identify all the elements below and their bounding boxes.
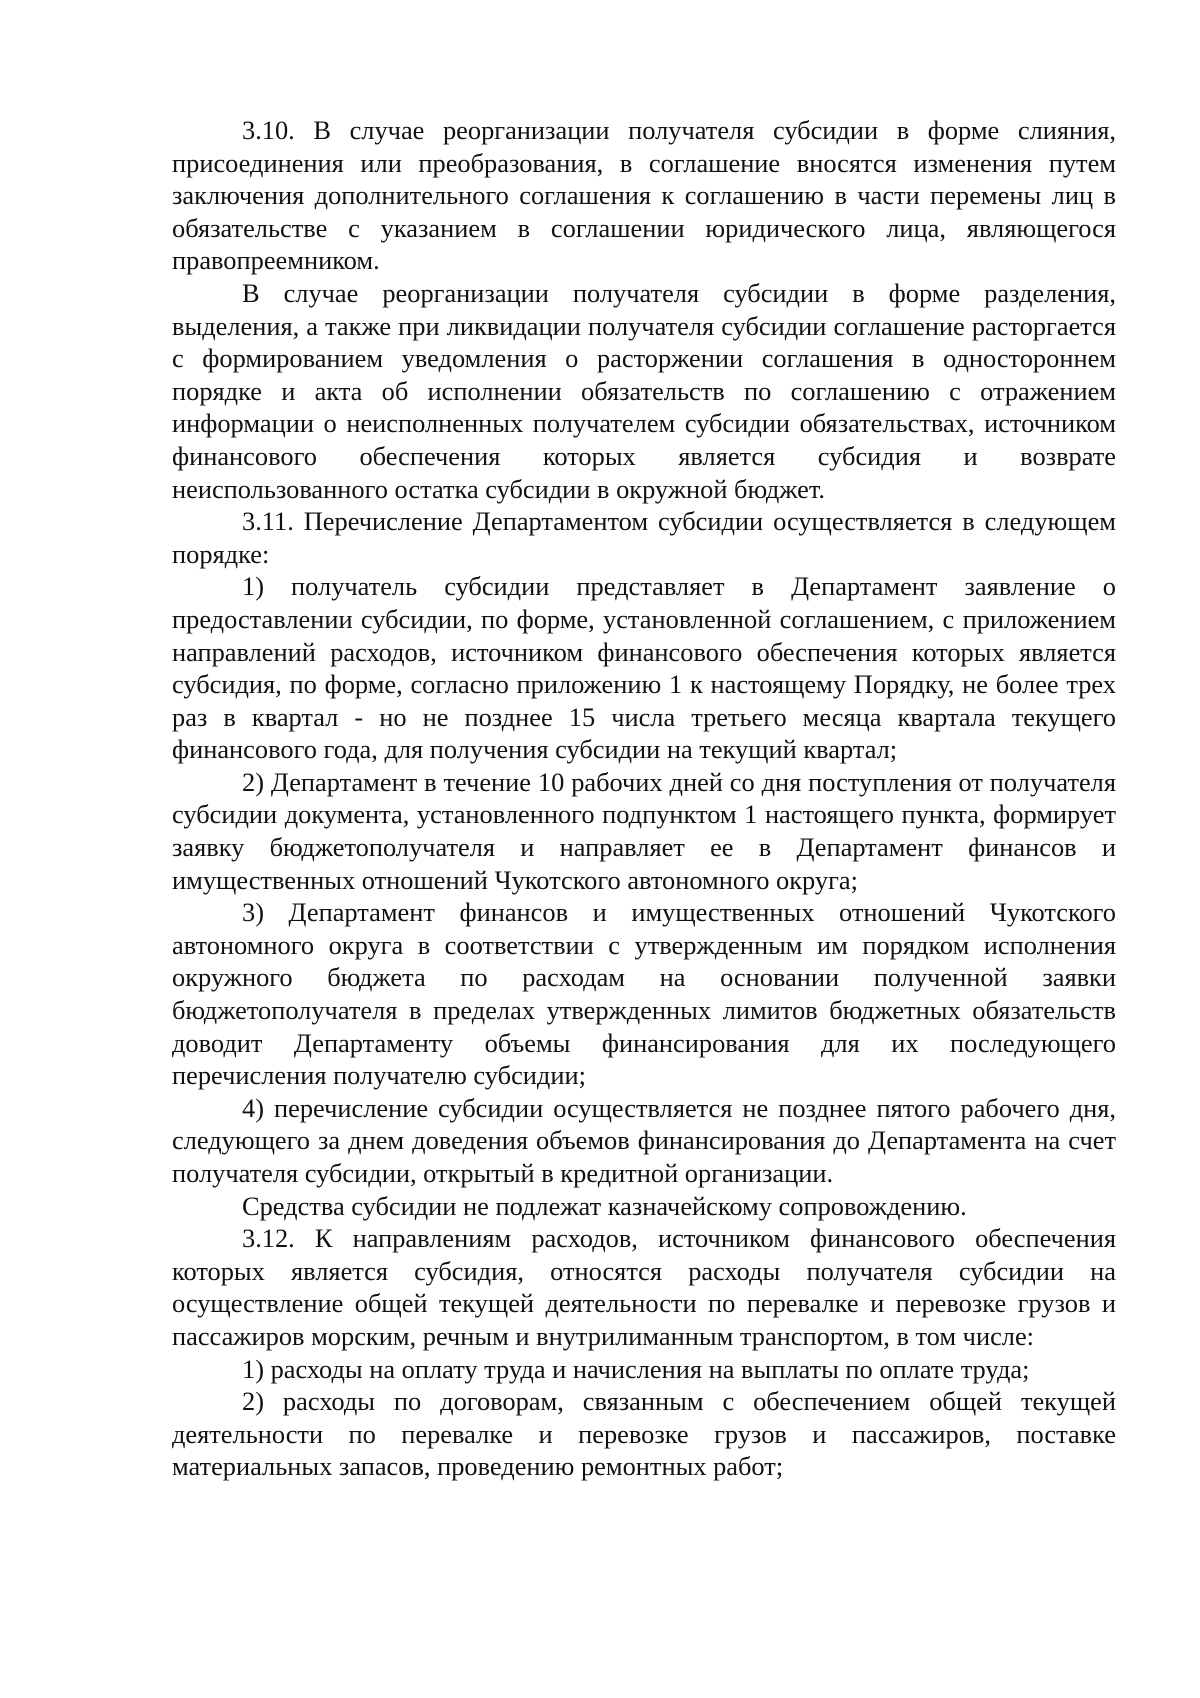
paragraph-3-12-intro: 3.12. К направлениям расходов, источником финансового обеспечения которых является субсидия, относятся расходы получателя субсидии на осуществление общей текущей деятельности по перевалке и перевозке грузов и пассажиров морским, речным и внутрилиманным транспортом, в том числе: bbox=[172, 1223, 1116, 1351]
paragraph-3-12-item-1: 1) расходы на оплату труда и начисления на выплаты по оплате труда; bbox=[242, 1353, 1030, 1384]
paragraph-3-10-merger: 3.10. В случае реорганизации получателя субсидии в форме слияния, присоединения или преобразования, в соглашение вносятся изменения путем заключения дополнительного соглашения к соглашению в части перемены лиц в обязательстве с указанием в соглашении юридического лица, являющегося правопреемником. bbox=[172, 115, 1116, 276]
paragraph-3-11-item-4: 4) перечисление субсидии осуществляется не позднее пятого рабочего дня, следующего за днем доведения объемов финансирования до Департамента на счет получателя субсидии, открытый в кредитной организации. bbox=[172, 1092, 1116, 1188]
paragraph-3-11-intro: 3.11. Перечисление Департаментом субсидии осуществляется в следующем порядке: bbox=[172, 506, 1116, 569]
paragraph-3-12-item-2: 2) расходы по договорам, связанным с обеспечением общей текущей деятельности по перевалке и перевозке грузов и пассажиров, поставке материальных запасов, проведению ремонтных работ; bbox=[172, 1386, 1116, 1482]
paragraph-3-11-item-1: 1) получатель субсидии представляет в Департамент заявление о предоставлении субсидии, по форме, установленной соглашением, с приложением направлений расходов, источником финансового обеспечения которых является субсидия, по форме, согласно приложению 1 к настоящему Порядку, не более трех раз в квартал - но не позднее 15 числа третьего месяца квартала текущего финансового года, для получения субсидии на текущий квартал; bbox=[172, 571, 1116, 765]
paragraph-treasury-note: Средства субсидии не подлежат казначейскому сопровождению. bbox=[242, 1190, 967, 1221]
document-body bbox=[172, 114, 1116, 1483]
paragraph-3-11-item-3: 3) Департамент финансов и имущественных отношений Чукотского автономного округа в соответствии с утвержденным им порядком исполнения окружного бюджета по расходам на основании полученной заявки бюджетополучателя в пределах утвержденных лимитов бюджетных обязательств доводит Департаменту объемы финансирования для их последующего перечисления получателю субсидии; bbox=[172, 897, 1116, 1091]
paragraph-3-11-item-2: 2) Департамент в течение 10 рабочих дней со дня поступления от получателя субсидии документа, установленного подпунктом 1 настоящего пункта, формирует заявку бюджетополучателя и направляет ее в Департамент финансов и имущественных отношений Чукотского автономного округа; bbox=[172, 766, 1116, 895]
paragraph-3-10-division: В случае реорганизации получателя субсидии в форме разделения, выделения, а также при ликвидации получателя субсидии соглашение расторгается с формированием уведомления о расторжении соглашения в одностороннем порядке и акта об исполнении обязательств по соглашению с отражением информации о неисполненных получателем субсидии обязательствах, источником финансового обеспечения которых является субсидия и возврате неиспользованного остатка субсидии в окружной бюджет. bbox=[172, 277, 1116, 504]
